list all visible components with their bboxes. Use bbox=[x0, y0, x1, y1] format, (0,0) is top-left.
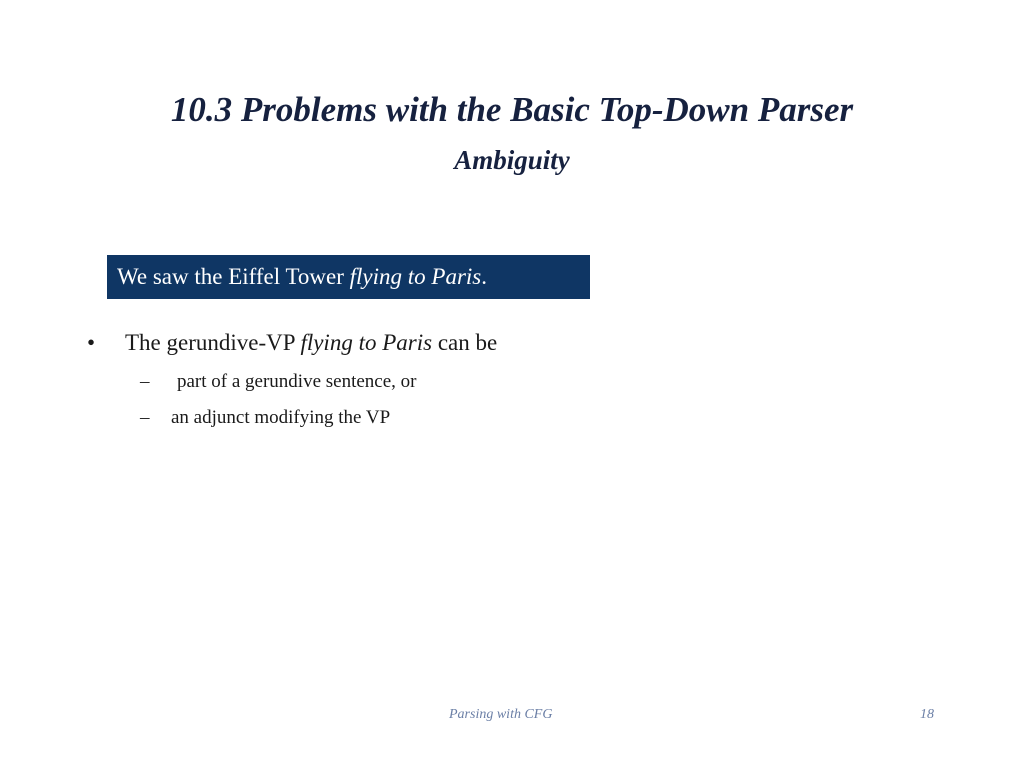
bullet-item bbox=[87, 327, 497, 359]
footer-title: Parsing with CFG bbox=[449, 707, 553, 722]
example-period: . bbox=[481, 264, 488, 289]
sub-item-text: an adjunct modifying the VP bbox=[171, 407, 391, 428]
sub-item bbox=[140, 405, 390, 431]
sub-item bbox=[140, 369, 417, 395]
dash-icon: – bbox=[140, 371, 150, 392]
bullet-italic-text: flying to Paris bbox=[300, 330, 433, 355]
example-sentence-box bbox=[107, 255, 590, 299]
page-number: 18 bbox=[920, 707, 934, 722]
example-plain-text: We saw the Eiffel Tower bbox=[117, 264, 350, 289]
sub-item-text: part of a gerundive sentence, or bbox=[177, 371, 417, 392]
slide-title: 10.3 Problems with the Basic Top-Down Parser bbox=[170, 90, 854, 129]
slide-subtitle: Ambiguity bbox=[454, 145, 570, 175]
bullet-pre-text: The gerundive-VP bbox=[125, 330, 301, 355]
bullet-icon: • bbox=[87, 330, 96, 355]
dash-icon: – bbox=[140, 407, 150, 428]
bullet-post-text: can be bbox=[432, 330, 498, 355]
example-italic-text: flying to Paris bbox=[349, 264, 482, 289]
